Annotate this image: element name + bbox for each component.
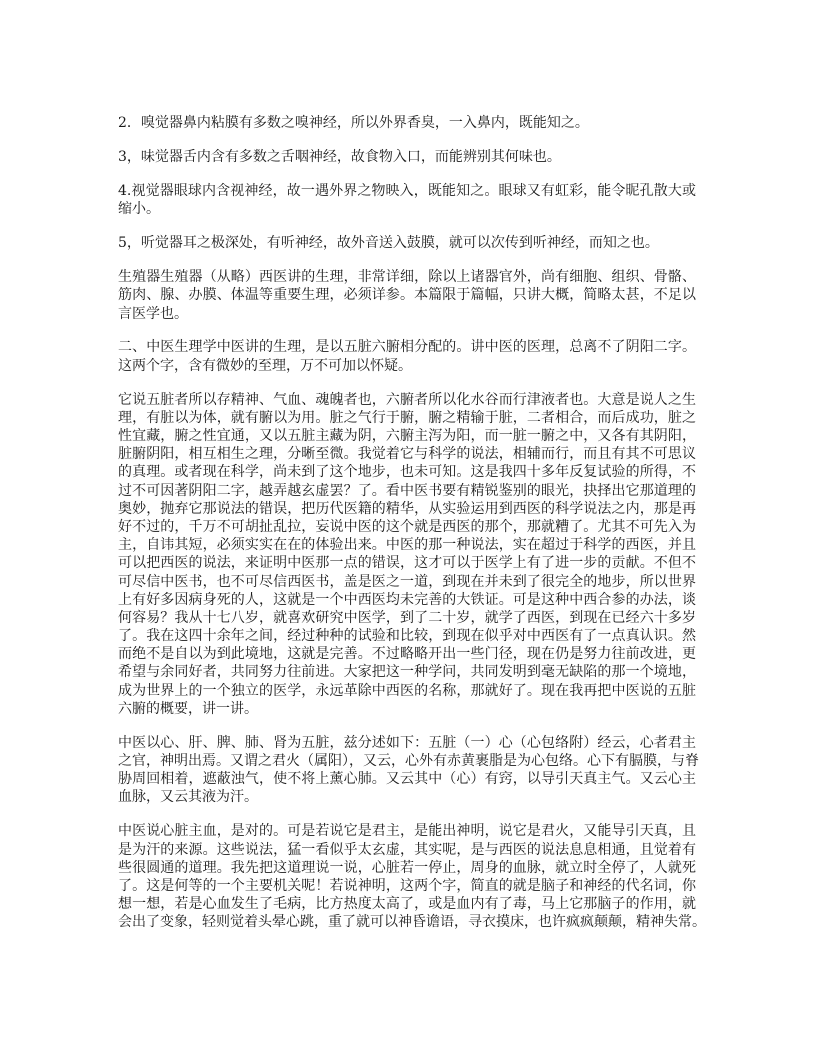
text-line: 筋肉、腺、办膜、体温等重要生理，必须详参。本篇限于篇幅，只讲大概，简略太甚，不足以 xyxy=(118,287,696,304)
paragraph xyxy=(118,268,696,323)
text-line: 了。这是何等的一个主要机关呢！若说神明，这两个字，简直的就是脑子和神经的代名词，你 xyxy=(118,877,696,894)
text-line: 生殖器生殖器（从略）西医讲的生理，非常详细，除以上诸器官外，尚有细胞、组织、骨骼、 xyxy=(118,269,696,286)
text-line: 性宜藏，腑之性宜通，又以五脏主藏为阴，六腑主泻为阳，而一脏一腑之中，又各有其阴阳， xyxy=(118,428,696,445)
text-line: 之官，神明出焉。又谓之君火（属阳），又云，心外有赤黄裹脂是为心包络。心下有膈膜，与脊 xyxy=(118,753,699,770)
text-line: 想一想，若是心血发生了毛病，比方热度太高了，或是血内有了毒，马上它那脑子的作用，就 xyxy=(118,896,696,913)
paragraph xyxy=(118,338,696,374)
text-line: 些很圆通的道理。我先把这道理说一说，心脏若一停止，周身的血脉，就立时全停了，人就死 xyxy=(118,859,696,876)
text-line: 二、中医生理学中医讲的生理，是以五脏六腑相分配的。讲中医的医理，总离不了阴阳二字。 xyxy=(118,339,696,356)
text-line: 会出了变象，轻则觉着头晕心跳，重了就可以神昏谵语，寻衣摸床，也许疯疯颠颠，精神失常。 xyxy=(118,914,706,931)
text-line: 4.视觉器眼球内含视神经，故一遇外界之物映入，既能知之。眼球又有虹彩，能令昵孔散大或 xyxy=(118,182,696,199)
text-line: 主，自讳其短，必须实实在在的体验出来。中医的那一种说法，实在超过于科学的西医，并且 xyxy=(118,537,696,554)
text-line: 缩小。 xyxy=(118,201,160,218)
paragraph xyxy=(118,114,696,132)
text-line: 六腑的概要，讲一讲。 xyxy=(118,700,258,717)
paragraph xyxy=(118,734,699,807)
text-line: 言医学也。 xyxy=(118,305,188,322)
text-line: 了。我在这四十余年之间，经过种种的试验和比较，到现在似乎对中西医有了一点真认识。然 xyxy=(118,628,696,645)
text-line: 好不过的，千万不可胡扯乱拉，妄说中医的这个就是西医的那个，那就糟了。尤其不可先入为 xyxy=(118,518,696,535)
text-line: 5，听觉器耳之极深处，有听神经，故外音送入鼓膜，就可以次传到听神经，而知之也。 xyxy=(118,235,659,252)
text-line: 可以把西医的说法，来证明中医那一点的错误，这才可以于医学上有了进一步的贡献。不但不 xyxy=(118,555,696,572)
text-line: 的真理。或者现在科学，尚未到了这个地步，也未可知。这是我四十多年反复试验的所得，不 xyxy=(118,464,696,481)
text-line: 胁周回相着，遮蔽浊气，使不将上薰心肺。又云其中（心）有窍，以导引天真主气。又云心主 xyxy=(118,771,696,788)
text-line: 而绝不是自以为到此境地，这就是完善。不过略略开出一些门径，现在仍是努力往前改进，更 xyxy=(118,646,696,663)
text-line: 3，味觉器舌内含有多数之舌咽神经，故食物入口，而能辨别其何味也。 xyxy=(118,148,561,165)
text-line: 上有好多因病身死的人，这就是一个中西医均未完善的大铁证。可是这种中西合参的办法，谈 xyxy=(118,591,696,608)
text-line: 可尽信中医书，也不可尽信西医书，盖是医之一道，到现在并未到了很完全的地步，所以世界 xyxy=(118,573,696,590)
text-line: 2．嗅觉器鼻内粘膜有多数之嗅神经，所以外界香臭，一入鼻内，既能知之。 xyxy=(118,115,589,131)
text-line: 血脉，又云其液为汗。 xyxy=(118,789,258,806)
text-line: 过不可因著阴阳二字，越弄越玄虚罢？了。看中医书要有精锐鉴别的眼光，抉择出它那道理的 xyxy=(118,482,696,499)
text-line: 这两个字，含有微妙的至理，万不可加以怀疑。 xyxy=(118,357,412,374)
text-line: 脏腑阴阳，相互相生之理，分晰至微。我觉着它与科学的说法，相辅而行，而且有其不可思议 xyxy=(118,446,696,463)
paragraph xyxy=(118,148,696,166)
text-line: 理，有脏以为体，就有腑以为用。脏之气行于腑，腑之精输于脏，二者相合，而后成功，脏之 xyxy=(118,409,696,426)
document-body xyxy=(118,114,706,947)
text-line: 它说五脏者所以存精神、气血、魂魄者也，六腑者所以化水谷而行津液者也。大意是说人之生 xyxy=(118,391,696,408)
paragraph xyxy=(118,234,696,252)
text-line: 是为汗的来源。这些说法，猛一看似乎太玄虚，其实呢，是与西医的说法息息相通，且觉着有 xyxy=(118,841,696,858)
paragraph xyxy=(118,182,696,218)
text-line: 何容易？我从十七八岁，就喜欢研究中医学，到了二十岁，就学了西医，到现在已经六十多岁 xyxy=(118,609,696,626)
text-line: 中医说心脏主血，是对的。可是若说它是君主，是能出神明，说它是君火，又能导引天真，且 xyxy=(118,823,696,840)
paragraph xyxy=(118,391,696,718)
text-line: 奥妙，抛弃它那说法的错误，把历代医籍的精华，从实验运用到西医的科学说法之内，那是再 xyxy=(118,500,696,517)
text-line: 中医以心、肝、脾、肺、肾为五脏，兹分述如下：五脏（一）心（心包络附）经云，心者君主 xyxy=(118,734,696,751)
text-line: 成为世界上的一个独立的医学，永远革除中西医的名称，那就好了。现在我再把中医说的五脏 xyxy=(118,682,696,699)
text-line: 希望与余同好者，共同努力往前进。大家把这一种学问，共同发明到毫无缺陷的那一个境地， xyxy=(118,664,696,681)
paragraph xyxy=(118,822,706,931)
